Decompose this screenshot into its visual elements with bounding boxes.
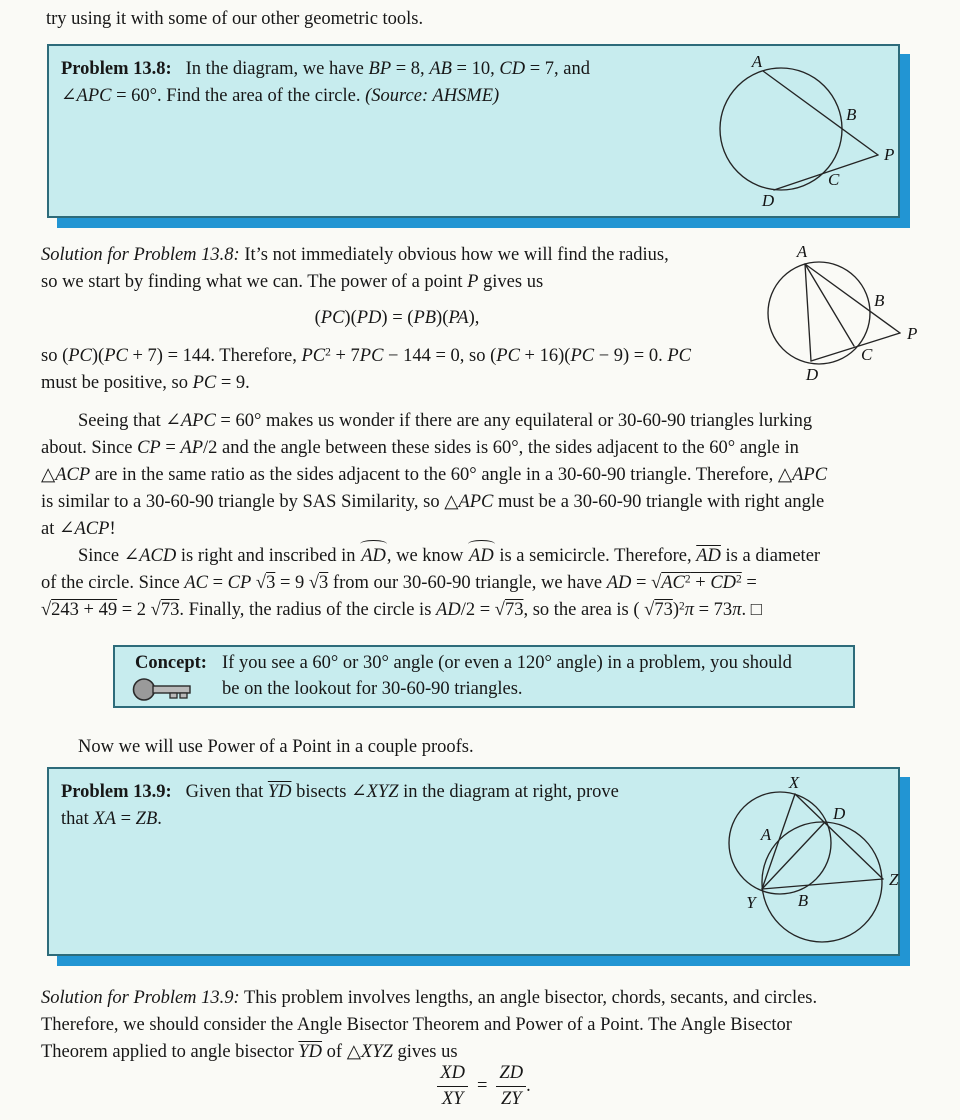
concept-text-line2: be on the lookout for 30-60-90 triangles. xyxy=(222,679,523,699)
point-label-C: C xyxy=(828,170,840,189)
key-shaft xyxy=(153,686,190,693)
secant-PD xyxy=(811,333,900,361)
point-label-D: D xyxy=(761,191,775,210)
problem-13-8-label: Problem 13.8: xyxy=(61,59,172,79)
chord-AD xyxy=(805,264,811,361)
solution-13-8-equation: (PC)(PD) = (PB)(PA), xyxy=(314,308,480,328)
key-tooth-2 xyxy=(180,693,187,698)
point-label-B: B xyxy=(797,891,809,910)
paragraph-triangles-line5: at ∠ACP! xyxy=(41,519,116,539)
circle-YDZ xyxy=(762,822,882,942)
solution-13-8-line3: so (PC)(PC + 7) = 144. Therefore, $PC^2 + 7PC - 144 = 0$, so (PC + 16)(PC − 9) = 0. PC xyxy=(41,346,691,366)
point-label-B: B xyxy=(874,291,885,310)
point-label-C: C xyxy=(861,345,873,364)
circle xyxy=(720,68,842,190)
interlude-line: Now we will use Power of a Point in a couple proofs. xyxy=(78,737,474,757)
side-YZ xyxy=(762,879,883,889)
solution-13-8-diagram xyxy=(765,240,925,388)
problem-13-9-line2: that XA = ZB. xyxy=(61,809,162,829)
point-label-B: B xyxy=(846,105,857,124)
solution-13-8-line1: Solution for Problem 13.8: It’s not immediately obvious how we will find the radius, xyxy=(41,245,669,265)
paragraph-semicircle-line3: √243 + 49 = 2 √73. Finally, the radius of the circle is AD/2 = √73, so the area is ( √73)$^2$π = 73π. □ xyxy=(41,600,762,620)
paragraph-triangles-line1: Seeing that ∠APC = 60° makes us wonder if there are any equilateral or 30-60-90 triangles lurking xyxy=(78,411,813,431)
point-label-A: A xyxy=(796,242,808,261)
solution-13-9-equation: $\frac{XD}{XY}$ = $\frac{ZD}{ZY}$ . xyxy=(41,1062,927,1111)
problem-13-9-line1 xyxy=(61,779,619,806)
point-label-Y: Y xyxy=(746,893,756,912)
concept-label: Concept: xyxy=(135,653,207,673)
point-label-A: A xyxy=(751,55,763,71)
solution-13-9-line3: Theorem applied to angle bisector $\overline{YD}$ of △XYZ gives us xyxy=(41,1042,458,1062)
problem-13-8-box xyxy=(47,44,900,218)
problem-13-8-line2: ∠APC = 60°. Find the area of the circle. (Source: AHSME) xyxy=(61,86,500,106)
point-label-X: X xyxy=(788,774,800,792)
paragraph-semicircle-line2: of the circle. Since AC = CP √3 = 9 √3 from our 30-60-90 triangle, we have AD = $√AC^2 + CD^2$ = xyxy=(41,573,757,593)
point-label-P: P xyxy=(884,145,895,164)
point-label-D: D xyxy=(805,365,819,384)
circle xyxy=(768,262,870,364)
solution-13-8-line2: so we start by finding what we can. The power of a point P gives us xyxy=(41,272,544,292)
paragraph-semicircle-line1: Since ∠ACD is right and inscribed in AD, we know AD is a semicircle. Therefore, $\overline{AD}$ is a diameter xyxy=(78,543,820,570)
solution-13-8-line4: must be positive, so PC = 9. xyxy=(41,373,250,393)
problem-13-8-diagram xyxy=(713,55,908,213)
key-icon xyxy=(132,676,196,703)
problem-13-9-box xyxy=(47,767,900,956)
intro-line: try using it with some of our other geometric tools. xyxy=(46,9,424,29)
problem-13-8-text1: In the diagram, we have BP = 8, AB = 10, CD = 7, and xyxy=(185,59,590,79)
solution-13-9-line1: Solution for Problem 13.9: This problem involves lengths, an angle bisector, chords, secants, and circles. xyxy=(41,988,818,1008)
point-label-D: D xyxy=(833,804,846,823)
key-head xyxy=(134,679,155,700)
point-label-Z: Z xyxy=(889,870,899,889)
concept-text-line1: If you see a 60° or 30° angle (or even a 120° angle) in a problem, you should xyxy=(222,653,792,673)
paragraph-triangles-line4: is similar to a 30-60-90 triangle by SAS Similarity, so △APC must be a 30-60-90 triangle with right angle xyxy=(41,492,825,512)
point-label-A: A xyxy=(760,825,772,844)
paragraph-triangles-line3: △ACP are in the same ratio as the sides adjacent to the 60° angle in a 30-60-90 triangle. Therefore, △APC xyxy=(41,465,828,485)
paragraph-triangles-line2: about. Since CP = AP/2 and the angle between these sides is 60°, the sides adjacent to the 60° angle in xyxy=(41,438,799,458)
problem-13-9-text1: Given that $\overline{YD}$ bisects ∠XYZ in the diagram at right, prove xyxy=(185,782,619,802)
key-tooth-1 xyxy=(170,693,177,698)
point-label-P: P xyxy=(907,324,918,343)
problem-13-9-diagram xyxy=(690,774,925,952)
secant-PD xyxy=(774,155,878,190)
problem-13-9-label: Problem 13.9: xyxy=(61,782,172,802)
concept-box xyxy=(113,645,855,708)
solution-13-9-line2: Therefore, we should consider the Angle Bisector Theorem and Power of a Point. The Angle Bisector xyxy=(41,1015,792,1035)
circle-XYD xyxy=(729,792,831,894)
problem-13-8-line1 xyxy=(61,56,590,83)
chord-AC xyxy=(805,264,854,346)
secant-AP xyxy=(763,71,878,155)
